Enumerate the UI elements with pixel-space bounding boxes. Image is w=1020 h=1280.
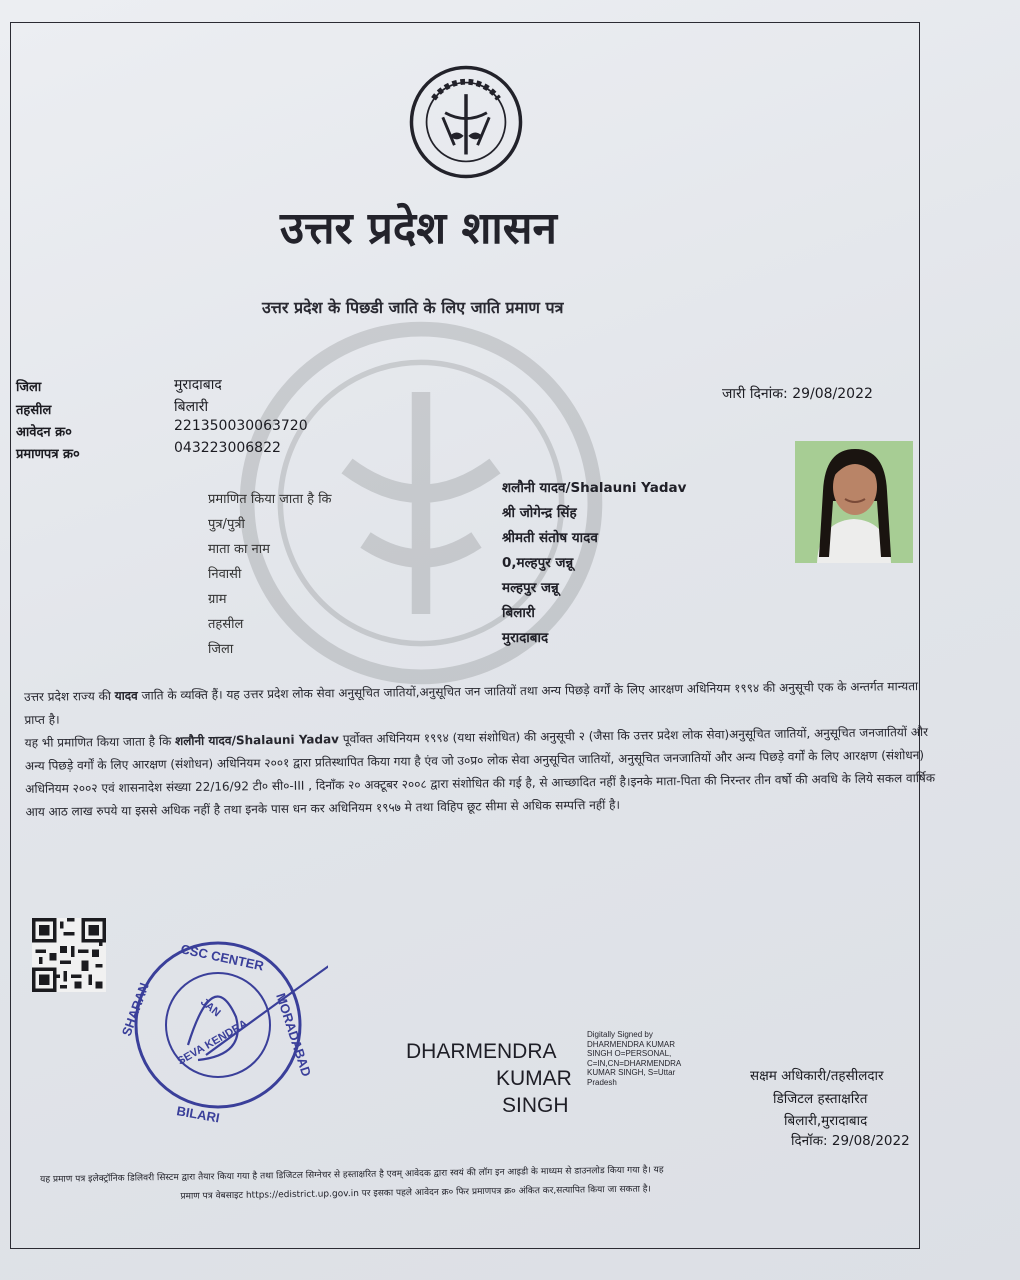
signer-name-line-3: SINGH: [502, 1094, 569, 1117]
issue-date: जारी दिनांक: 29/08/2022: [722, 386, 873, 402]
svg-text:SHARAN: SHARAN: [118, 980, 152, 1039]
signer-name-line-2: KUMAR: [496, 1067, 572, 1090]
field-label-child-of: पुत्र/पुत्री: [208, 517, 245, 532]
field-label-tehsil: तहसील: [208, 617, 244, 632]
tehsil-label: तहसील: [16, 403, 52, 418]
authority-place: बिलारी,मुरादाबाद: [784, 1113, 868, 1129]
svg-text:CSC CENTER: CSC CENTER: [179, 941, 266, 974]
footer-line-2: प्रमाण पत्र वेबसाइट https://edistrict.up.gov.in पर इसका पहले आवेदन क्र० फिर प्रमाणपत्र क्र० अंकित कर,सत्यापित किया जा सकता है।: [180, 1184, 652, 1202]
certificate-subtitle: उत्तर प्रदेश के पिछडी जाति के लिए जाति प्रमाण पत्र: [262, 298, 564, 317]
body-paragraph-1: उत्तर प्रदेश राज्य की यादव जाति के व्यक्ति हैं। यह उत्तर प्रदेश लोक सेवा अनुसूचित जातियों,अनुसूचित जन जातियों तथा अन्य पिछड़े वर्गों के लिए आरक्षण अधिनियम १९९४ की अनुसूची एक के अन्तर्गत मान्यता प्राप्त है।: [24, 679, 919, 727]
applicant-photo: [795, 441, 913, 563]
signer-name-line-1: DHARMENDRA: [406, 1040, 557, 1063]
field-value-mother: श्रीमती संतोष यादव: [502, 530, 598, 546]
district-value: मुरादाबाद: [174, 377, 222, 393]
field-value-name: शलौनी यादव/Shalauni Yadav: [502, 480, 687, 496]
jan-seva-kendra-stamp: [118, 925, 328, 1125]
certificate-no-label: प्रमाणपत्र क्र०: [16, 447, 80, 462]
application-no-value: 221350030063720: [174, 418, 308, 434]
field-label-certified: प्रमाणित किया जाता है कि: [208, 492, 332, 507]
field-label-mother: माता का नाम: [208, 542, 270, 557]
field-value-father: श्री जोगेन्द्र सिंह: [502, 505, 577, 521]
application-no-label: आवेदन क्र०: [16, 425, 72, 440]
field-value-tehsil: बिलारी: [502, 605, 535, 621]
footer-line-1: यह प्रमाण पत्र इलेक्ट्रॉनिक डिलिवरी सिस्टम द्वारा तैयार किया गया है तथा डिजिटल सिग्नेचर से हस्ताक्षरित है एवम् आवेदक द्वारा स्वयं की लॉग इन आइडी के माध्यम से डाउनलोड किया गया है। यह: [40, 1165, 664, 1185]
tehsil-value: बिलारी: [174, 399, 209, 415]
up-government-emblem: [408, 64, 524, 180]
field-label-village: ग्राम: [208, 592, 227, 607]
district-label: जिला: [16, 380, 42, 395]
svg-text:JAN: JAN: [198, 996, 223, 1020]
field-label-district: जिला: [208, 642, 234, 657]
field-value-resident: 0,मल्हपुर जन्नू: [502, 555, 574, 571]
svg-text:BILARI: BILARI: [175, 1103, 221, 1125]
field-label-resident: निवासी: [208, 567, 242, 582]
svg-text:SEVA KENDRA: SEVA KENDRA: [175, 1017, 250, 1068]
certificate-body: [24, 675, 941, 824]
svg-text:MORADABAD: MORADABAD: [273, 991, 315, 1079]
authority-date: दिनॉक: 29/08/2022: [791, 1133, 910, 1149]
field-value-district: मुरादाबाद: [502, 630, 549, 646]
page-title: उत्तर प्रदेश शासन: [280, 203, 557, 254]
certificate-no-value: 043223006822: [174, 440, 281, 456]
field-value-village: मल्हपुर जन्नू: [502, 580, 559, 596]
authority-designation: सक्षम अधिकारी/तहसीलदार: [750, 1068, 884, 1084]
authority-signed: डिजिटल हस्ताक्षरित: [773, 1091, 868, 1107]
qr-code: [32, 918, 106, 992]
digital-signature-details: Digitally Signed by DHARMENDRA KUMAR SINGH O=PERSONAL, C=IN,CN=DHARMENDRA KUMAR SINGH, S=Uttar Pradesh: [587, 1030, 682, 1087]
body-paragraph-2: यह भी प्रमाणित किया जाता है कि शलौनी यादव/Shalauni Yadav पूर्वोक्त अधिनियम १९९४ (यथा संशोधित) की अनुसूची २ (जैसा कि उत्तर प्रदेश लोक सेवा)अनुसूचित जातियों, अनुसूचित जनजातियों और अन्य पिछड़े वर्गों के लिए आरक्षण (संशोधन) अधिनियम २००१ द्वारा प्रतिस्थापित किया गया है एंव जो उ०प्र० लोक सेवा अनुसूचित जातियों, अनुसूचित जनजातियों और अन्य पिछड़े वर्गों के लिए आरक्षण (संशोधन) अधिनियम २००२ एवं शासनादेश संख्या 22/16/92 टी० सी०-III , दिनाँक २० अक्टूबर २००८ द्वारा संशोधित की गई है, से आच्छादित नहीं है।इनके माता-पिता की निरन्तर तीन वर्षो की अवधि के लिये सकल वार्षिक आय आठ लाख रुपये या इससे अधिक नहीं है तथा इनके पास धन कर अधिनियम १९५७ मे तथा विहिप छूट सीमा से अधिक सम्पत्ति नहीं है।: [24, 724, 936, 819]
